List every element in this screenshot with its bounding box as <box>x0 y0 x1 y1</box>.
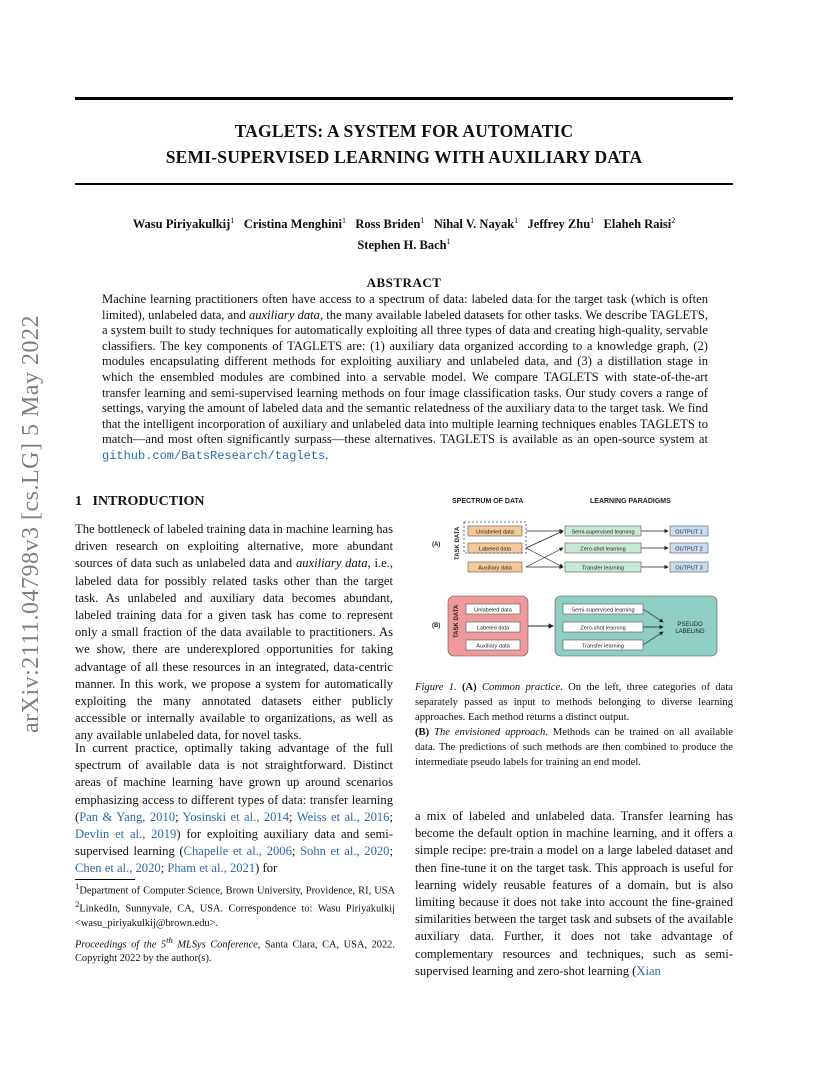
citation-link[interactable]: Pham et al., 2021 <box>167 861 256 876</box>
title-top-rule <box>75 97 733 100</box>
title-line-1: TAGLETS: A SYSTEM FOR AUTOMATIC <box>234 121 574 141</box>
svg-text:Labeled data: Labeled data <box>476 625 510 632</box>
paradigms-label: LEARNING PARADIGMS <box>590 498 671 505</box>
svg-text:Zero-shot learning: Zero-shot learning <box>580 546 626 553</box>
author-name: Wasu Piriyakulkij <box>132 217 231 232</box>
citation-link[interactable]: Weiss et al., 2016 <box>296 809 390 824</box>
svg-text:Transfer learning: Transfer learning <box>581 565 625 572</box>
citation-link[interactable]: Sohn et al., 2020 <box>300 844 390 859</box>
citation-link[interactable]: Devlin et al., 2019 <box>75 827 177 842</box>
intro-paragraph-2: In current practice, optimally taking advantage of the full spectrum of available data is not straightforward. Distinct areas of machine learning have grown up around scenarios emphasizing access to different types of data: transfer learning (Pan & Yang, 2010; Yosinski et al., 2014; Weiss et al., 2016; Devlin et al., 2019) for exploiting auxiliary data and semi-supervised learning (Chapelle et al., 2006; Sohn et al., 2020; Chen et al., 2020; Pham et al., 2021) for <box>75 741 393 876</box>
footnote-affiliations: $^1$Department of Computer Science, Brown University, Providence, RI, USA $^2$LinkedIn, Sunnyvale, CA, USA. Correspondence to: Wasu Piriyakulkij <wasu_piriyakulkij@brown.edu>. <box>75 881 395 929</box>
svg-text:LABELING: LABELING <box>675 629 705 635</box>
svg-text:Transfer learning: Transfer learning <box>581 643 625 650</box>
author-name: Jeffrey Zhu <box>527 217 591 232</box>
footnote-proceedings: Proceedings of the 5th MLSys Conference, Santa Clara, CA, USA, 2022. Copyright 2022 by the author(s). <box>75 935 395 965</box>
svg-text:Unlabeled data: Unlabeled data <box>476 529 514 536</box>
svg-text:OUTPUT 1: OUTPUT 1 <box>675 529 703 536</box>
right-column-paragraph: a mix of labeled and unlabeled data. Transfer learning has become the default option in machine learning, and it offers a simple recipe: pre-train a model on a large labeled dataset and then fine-tune it on the target task. This approach is useful for learning widely reusable features of a domain, but is also limiting because it does not take into account the fine-grained similarities between the target task and subsets of the available auxiliary data. Further, it does not take advantage of complementary resources and techniques, such as semi-supervised learning and zero-shot learning (Xian <box>415 809 733 978</box>
title-line-2: SEMI-SUPERVISED LEARNING WITH AUXILIARY DATA <box>165 147 643 167</box>
svg-text:Semi-supervised learning: Semi-supervised learning <box>571 607 635 614</box>
panel-a-label: (A) <box>432 542 441 548</box>
citation-link[interactable]: Xian <box>636 963 661 978</box>
svg-text:Unlabeled data: Unlabeled data <box>474 607 512 614</box>
author-name: Nihal V. Nayak <box>433 217 515 232</box>
citation-link[interactable]: Yosinski et al., 2014 <box>182 809 290 824</box>
figure-caption: Figure 1. (A) Common practice. On the left, three categories of data separately passed as input to methods belonging to diverse learning approaches. Each method returns a distinct output. (B) The envisioned approach. Methods can be trained on all available data. The predictions of such methods are then combined to produce the intermediate pseudo labels for training an end model. <box>415 682 733 768</box>
svg-text:Auxiliary data: Auxiliary data <box>476 643 510 650</box>
abstract-heading: ABSTRACT <box>366 275 442 290</box>
svg-text:Labeled data: Labeled data <box>478 546 512 553</box>
intro-paragraph-1: The bottleneck of labeled training data in machine learning has driven research on exploiting alternative, more abundant sources of data such as unlabeled data and auxiliary data, i.e., labeled data for possibly related tasks other than the target task. As unlabeled and auxiliary data becomes abundant, labeled training data for a given task has come to represent only a small fraction of the data available to practitioners. As we show, there are underexplored opportunities for taking advantage of all these resources in an integrated, data-centric manner. In this work, we propose a system for automatically exploiting the many annotated datasets either publicly accessible or internally available to organizations, as well as any available unlabeled data, for novel tasks. <box>75 522 393 743</box>
arxiv-side-stamp: arXiv:2111.04798v3 [cs.LG] 5 May 2022 <box>18 315 44 733</box>
author-name: Stephen H. Bach <box>357 238 447 253</box>
paper-title <box>75 118 733 170</box>
svg-text:OUTPUT 3: OUTPUT 3 <box>675 565 703 572</box>
citation-link[interactable]: Chapelle et al., 2006 <box>183 844 292 859</box>
svg-text:OUTPUT 2: OUTPUT 2 <box>675 546 703 553</box>
figure-1-diagram <box>418 490 730 665</box>
citation-link[interactable]: Pan & Yang, 2010 <box>79 809 176 824</box>
citation-link[interactable]: Chen et al., 2020 <box>75 861 161 876</box>
author-name: Elaheh Raisi <box>603 217 672 232</box>
spectrum-label: SPECTRUM OF DATA <box>452 498 524 505</box>
title-bottom-rule <box>75 183 733 185</box>
pseudo-labeling-label: PSEUDO <box>677 622 703 628</box>
author-name: Ross Briden <box>355 217 421 232</box>
section-heading: 1 INTRODUCTION <box>75 494 205 509</box>
panel-b-label: (B) <box>432 623 441 629</box>
repo-link[interactable]: github.com/BatsResearch/taglets <box>102 448 326 463</box>
abstract-body: Machine learning practitioners often have access to a spectrum of data: labeled data for the target task (which is often limited), unlabeled data, and auxiliary data, the many available labeled datasets for other tasks. We describe TAGLETS, a system built to study techniques for automatically exploiting all three types of data and creating high-quality, servable classifiers. The key components of TAGLETS are: (1) auxiliary data organized according to a knowledge graph, (2) modules encapsulating different methods for exploiting auxiliary and unlabeled data, and (3) a distillation stage in which the ensembled modules are combined into a servable model. We compare TAGLETS with state-of-the-art transfer learning and semi-supervised learning methods on four image classification tasks. Our study covers a range of settings, varying the amount of labeled data and the semantic relatedness of the auxiliary data to the target task. We find that the intelligent incorporation of auxiliary and unlabeled data into multiple learning techniques enables TAGLETS to match—and most often significantly surpass—these alternatives. TAGLETS is available as an open-source system at github.com/BatsResearch/taglets. <box>102 292 708 463</box>
task-data-label-b: TASK DATA <box>454 604 460 638</box>
svg-text:Auxiliary data: Auxiliary data <box>478 565 512 572</box>
author-name: Cristina Menghini <box>243 217 342 232</box>
svg-text:Semi-supervised learning: Semi-supervised learning <box>571 529 635 536</box>
author-list: Wasu Piriyakulkij$^1$ Cristina Menghini$^1$ Ross Briden$^1$ Nihal V. Nayak$^1$ Jeffrey Zhu$^1$ Elaheh Raisi$^2$ Stephen H. Bach$^1$ <box>132 216 676 253</box>
svg-text:Zero-shot learning: Zero-shot learning <box>580 625 626 632</box>
task-data-label-a: TASK DATA <box>455 526 461 560</box>
